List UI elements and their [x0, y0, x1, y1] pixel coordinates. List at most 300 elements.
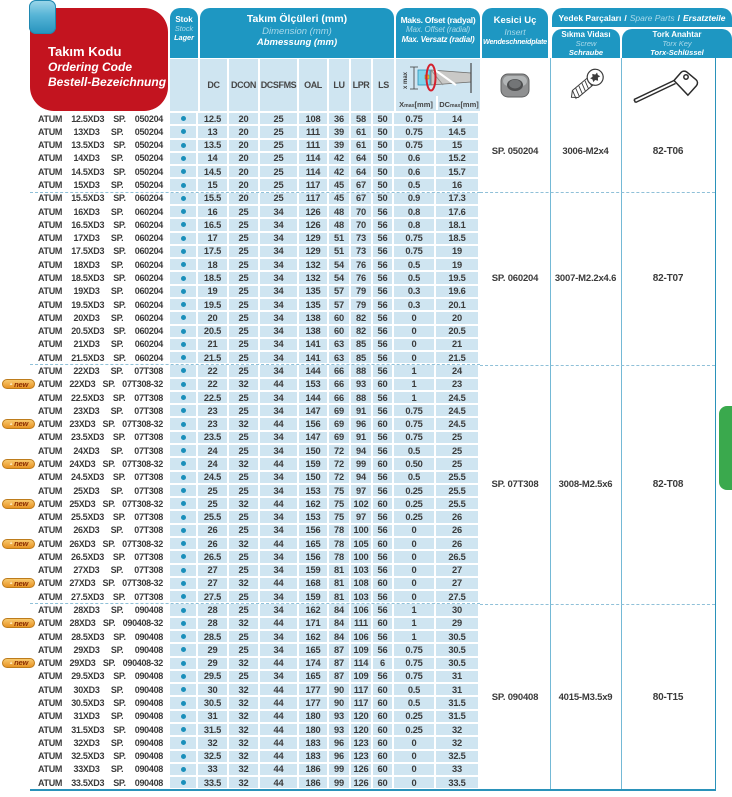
value-cell: 29	[198, 658, 229, 670]
product-code: ATUM 30.5XD3 SP. 090408	[30, 697, 170, 709]
ordering-code-title-de: Bestell-Bezeichnung	[48, 74, 167, 89]
product-code: ATUM 21.5XD3 SP. 060204	[30, 352, 170, 364]
stock-indicator-dot	[181, 329, 186, 334]
value-cell: 22.5	[198, 392, 229, 404]
value-cell: 156	[299, 551, 329, 563]
value-cell: 25	[229, 551, 260, 563]
value-cell: 0.3	[394, 299, 436, 311]
value-cell: 26	[198, 538, 229, 550]
value-cell: 120	[351, 724, 373, 736]
value-cell: 56	[373, 299, 394, 311]
value-cell: 32	[198, 737, 229, 749]
value-cell: 32	[229, 418, 260, 430]
table-row	[30, 311, 480, 324]
table-row	[30, 192, 480, 205]
value-cell: 156	[299, 525, 329, 537]
value-cell: 63	[329, 352, 351, 364]
value-cell: 75	[329, 498, 351, 510]
stock-cell	[170, 126, 198, 138]
value-cell: 0.6	[394, 166, 436, 178]
value-cell: 60	[373, 618, 394, 630]
torx-key-icon	[621, 58, 715, 112]
value-cell: 109	[351, 671, 373, 683]
stock-cell	[170, 206, 198, 218]
value-cell: 0	[394, 551, 436, 563]
value-cell: 31	[436, 684, 480, 696]
value-cell: 44	[260, 751, 299, 763]
column-header-dcsfms: DCSFMS	[260, 59, 299, 111]
product-code: ATUM 22XD3 SP. 07T308	[30, 365, 170, 377]
value-cell: 0.8	[394, 219, 436, 231]
value-cell: 21.5	[436, 352, 480, 364]
value-cell: 56	[373, 511, 394, 523]
stock-cell	[170, 246, 198, 258]
product-code: ATUM 19XD3 SP. 060204	[30, 286, 170, 298]
value-cell: 144	[299, 392, 329, 404]
stock-cell	[170, 286, 198, 298]
value-cell: 82	[351, 312, 373, 324]
dimension-column-headers	[200, 59, 394, 111]
torx-key-code: 82-T08	[652, 479, 684, 491]
table-row	[30, 431, 480, 444]
value-cell: 0.75	[394, 233, 436, 245]
value-cell: 108	[299, 113, 329, 125]
value-cell: 60	[329, 326, 351, 338]
value-cell: 48	[329, 219, 351, 231]
ordering-code-title-tr: Takım Kodu	[48, 44, 122, 59]
xmax-column-label: X $_{max}$ [mm]	[396, 96, 438, 110]
value-cell: 34	[260, 272, 299, 284]
value-cell: 25	[229, 631, 260, 643]
value-cell: 50	[373, 126, 394, 138]
torx-key-code: 82-T07	[652, 273, 684, 285]
screw-label-tr: Sıkma Vidası	[561, 30, 611, 39]
value-cell: 0.75	[394, 418, 436, 430]
stock-indicator-dot	[181, 289, 186, 294]
value-cell: 44	[260, 578, 299, 590]
value-cell: 34	[260, 432, 299, 444]
table-row	[8, 657, 480, 670]
value-cell: 72	[329, 472, 351, 484]
new-badge: ▲ new	[2, 379, 35, 389]
value-cell: 85	[351, 339, 373, 351]
value-cell: 44	[260, 418, 299, 430]
product-code: ▲ new ATUM 27XD3 SP. 07T308-32	[30, 578, 170, 590]
insert-icon	[480, 58, 550, 112]
value-cell: 25	[260, 140, 299, 152]
value-cell: 34	[260, 445, 299, 457]
stock-cell	[170, 671, 198, 683]
value-cell: 141	[299, 339, 329, 351]
value-cell: 186	[299, 764, 329, 776]
value-cell: 33.5	[198, 777, 229, 789]
stock-cell	[170, 658, 198, 670]
value-cell: 56	[373, 485, 394, 497]
stock-indicator-dot	[181, 315, 186, 320]
table-row	[30, 670, 480, 683]
product-code: ATUM 13.5XD3 SP. 050204	[30, 140, 170, 152]
value-cell: 56	[373, 671, 394, 683]
value-cell: 0.9	[394, 193, 436, 205]
new-badge: ▲ new	[2, 499, 35, 509]
table-row	[8, 577, 480, 590]
value-cell: 44	[260, 737, 299, 749]
value-cell: 29	[198, 644, 229, 656]
spare-label-de: Ersatzteile	[682, 12, 726, 23]
value-cell: 56	[373, 219, 394, 231]
value-cell: 20	[229, 140, 260, 152]
offset-label-de: Max. Versatz (radial)	[401, 35, 475, 44]
stock-cell	[170, 472, 198, 484]
stock-indicator-dot	[181, 183, 186, 188]
spare-parts-band: Yedek Parçaları / Spare Parts / Ersatzteile	[552, 8, 732, 27]
value-cell: 32	[229, 658, 260, 670]
value-cell: 26	[436, 538, 480, 550]
stock-indicator-dot	[181, 634, 186, 639]
value-cell: 32	[229, 498, 260, 510]
stock-indicator-dot	[181, 408, 186, 413]
value-cell: 25	[229, 591, 260, 603]
value-cell: 135	[299, 299, 329, 311]
offset-label-tr: Maks. Ofset (radyal)	[400, 15, 476, 25]
value-cell: 67	[351, 193, 373, 205]
value-cell: 26.5	[436, 551, 480, 563]
value-cell: 20	[198, 312, 229, 324]
screw-header	[552, 29, 620, 58]
value-cell: 63	[329, 339, 351, 351]
value-cell: 56	[373, 644, 394, 656]
value-cell: 0.75	[394, 671, 436, 683]
product-code: ATUM 16.5XD3 SP. 060204	[30, 219, 170, 231]
value-cell: 94	[351, 445, 373, 457]
value-cell: 0.75	[394, 432, 436, 444]
value-cell: 6	[373, 658, 394, 670]
value-cell: 117	[299, 179, 329, 191]
stock-indicator-dot	[181, 687, 186, 692]
stock-cell	[170, 219, 198, 231]
value-cell: 18	[198, 259, 229, 271]
stock-cell	[170, 538, 198, 550]
value-cell: 57	[329, 299, 351, 311]
value-cell: 25	[229, 299, 260, 311]
value-cell: 32	[436, 737, 480, 749]
product-code: ATUM 31XD3 SP. 090408	[30, 711, 170, 723]
column-header-ls: LS	[378, 80, 389, 90]
stock-indicator-dot	[181, 568, 186, 573]
value-cell: 111	[299, 140, 329, 152]
value-cell: 27.5	[436, 591, 480, 603]
value-cell: 0.25	[394, 511, 436, 523]
value-cell: 27	[436, 578, 480, 590]
value-cell: 165	[299, 538, 329, 550]
value-cell: 0.50	[394, 458, 436, 470]
stock-indicator-dot	[181, 594, 186, 599]
value-cell: 34	[260, 246, 299, 258]
ordering-code-title-en: Ordering Code	[48, 60, 133, 74]
value-cell: 44	[260, 711, 299, 723]
value-cell: 25	[198, 498, 229, 510]
value-cell: 25	[229, 339, 260, 351]
stock-cell	[170, 259, 198, 271]
value-cell: 1	[394, 379, 436, 391]
value-cell: 34	[260, 312, 299, 324]
product-table-rows	[8, 112, 480, 790]
value-cell: 0.5	[394, 697, 436, 709]
value-cell: 31.5	[436, 711, 480, 723]
stock-cell	[170, 365, 198, 377]
value-cell: 126	[299, 219, 329, 231]
stock-cell	[170, 272, 198, 284]
stock-cell	[170, 405, 198, 417]
table-row	[30, 271, 480, 284]
value-cell: 42	[329, 166, 351, 178]
value-cell: 25	[229, 365, 260, 377]
value-cell: 165	[299, 644, 329, 656]
value-cell: 81	[329, 565, 351, 577]
table-row	[30, 630, 480, 643]
value-cell: 28	[198, 618, 229, 630]
value-cell: 23	[198, 418, 229, 430]
value-cell: 30	[436, 604, 480, 616]
value-cell: 96	[351, 418, 373, 430]
value-cell: 32	[436, 724, 480, 736]
value-cell: 60	[329, 312, 351, 324]
value-cell: 22	[198, 379, 229, 391]
stock-indicator-dot	[181, 448, 186, 453]
value-cell: 34	[260, 631, 299, 643]
stock-indicator-dot	[181, 368, 186, 373]
value-cell: 21	[198, 339, 229, 351]
stock-indicator-dot	[181, 276, 186, 281]
value-cell: 84	[329, 631, 351, 643]
screw-code: 3007-M2.2x4.6	[554, 273, 617, 285]
table-row	[30, 205, 480, 218]
product-code: ATUM 18XD3 SP. 060204	[30, 259, 170, 271]
stock-indicator-dot	[181, 342, 186, 347]
value-cell: 0	[394, 525, 436, 537]
value-cell: 82	[351, 326, 373, 338]
stock-indicator-dot	[181, 249, 186, 254]
product-code: ATUM 20XD3 SP. 060204	[30, 312, 170, 324]
table-row	[30, 152, 480, 165]
value-cell: 0	[394, 352, 436, 364]
value-cell: 60	[373, 751, 394, 763]
value-cell: 20.5	[436, 326, 480, 338]
value-cell: 0.25	[394, 724, 436, 736]
product-code: ATUM 13XD3 SP. 050204	[30, 126, 170, 138]
stock-indicator-dot	[181, 156, 186, 161]
stock-indicator-dot	[181, 116, 186, 121]
value-cell: 20	[229, 113, 260, 125]
value-cell: 25	[229, 286, 260, 298]
value-cell: 20	[229, 193, 260, 205]
value-cell: 24	[198, 458, 229, 470]
stock-cell	[170, 179, 198, 191]
value-cell: 25	[229, 511, 260, 523]
value-cell: 45	[329, 193, 351, 205]
value-cell: 23	[436, 379, 480, 391]
value-cell: 126	[351, 764, 373, 776]
value-cell: 93	[329, 711, 351, 723]
value-cell: 21.5	[198, 352, 229, 364]
product-code: ATUM 32.5XD3 SP. 090408	[30, 751, 170, 763]
product-code: ATUM 24XD3 SP. 07T308	[30, 445, 170, 457]
value-cell: 16	[198, 206, 229, 218]
value-cell: 78	[329, 538, 351, 550]
product-code: ATUM 15.5XD3 SP. 060204	[30, 193, 170, 205]
value-cell: 39	[329, 140, 351, 152]
value-cell: 42	[329, 153, 351, 165]
value-cell: 27	[198, 565, 229, 577]
value-cell: 0	[394, 339, 436, 351]
value-cell: 29	[436, 618, 480, 630]
value-cell: 91	[351, 405, 373, 417]
value-cell: 44	[260, 777, 299, 789]
value-cell: 126	[351, 777, 373, 789]
value-cell: 25	[436, 445, 480, 457]
value-cell: 0.25	[394, 711, 436, 723]
table-bottom-border	[30, 789, 716, 791]
table-row	[8, 378, 480, 391]
value-cell: 32	[229, 777, 260, 789]
stock-indicator-dot	[181, 488, 186, 493]
value-cell: 31.5	[436, 697, 480, 709]
value-cell: 20	[229, 166, 260, 178]
table-row	[30, 404, 480, 417]
table-row	[30, 723, 480, 736]
value-cell: 0	[394, 751, 436, 763]
stock-indicator-dot	[181, 647, 186, 652]
product-code: ATUM 22.5XD3 SP. 07T308	[30, 392, 170, 404]
spare-group-cells	[480, 112, 715, 790]
table-row	[30, 338, 480, 351]
value-cell: 81	[329, 578, 351, 590]
value-cell: 132	[299, 259, 329, 271]
value-cell: 44	[260, 724, 299, 736]
stock-cell	[170, 751, 198, 763]
torx-label-tr: Tork Anahtar	[652, 30, 702, 39]
value-cell: 32	[229, 764, 260, 776]
value-cell: 109	[351, 644, 373, 656]
value-cell: 25.5	[436, 472, 480, 484]
stock-header	[170, 8, 198, 58]
table-row	[30, 776, 480, 789]
product-code: ATUM 29XD3 SP. 090408	[30, 644, 170, 656]
stock-indicator-dot	[181, 767, 186, 772]
stock-cell	[170, 458, 198, 470]
value-cell: 14.5	[198, 166, 229, 178]
column-header-dc: DC	[200, 59, 229, 111]
value-cell: 144	[299, 365, 329, 377]
screw-label-en: Screw	[575, 38, 597, 48]
value-cell: 0.75	[394, 405, 436, 417]
value-cell: 25	[229, 219, 260, 231]
stock-label-tr: Stok	[175, 15, 193, 24]
table-row	[30, 444, 480, 457]
value-cell: 61	[351, 126, 373, 138]
value-cell: 79	[351, 299, 373, 311]
value-cell: 0	[394, 737, 436, 749]
value-cell: 25	[260, 179, 299, 191]
product-code: ATUM 23XD3 SP. 07T308	[30, 405, 170, 417]
value-cell: 17.6	[436, 206, 480, 218]
value-cell: 56	[373, 206, 394, 218]
value-cell: 44	[260, 498, 299, 510]
value-cell: 73	[351, 246, 373, 258]
value-cell: 106	[351, 631, 373, 643]
value-cell: 31.5	[198, 724, 229, 736]
value-cell: 64	[351, 153, 373, 165]
stock-subheader-area	[170, 59, 198, 111]
stock-indicator-dot	[181, 236, 186, 241]
value-cell: 25	[229, 525, 260, 537]
value-cell: 30.5	[436, 631, 480, 643]
dims-label-en: Dimension (mm)	[262, 25, 332, 37]
value-cell: 20.1	[436, 299, 480, 311]
value-cell: 165	[299, 671, 329, 683]
value-cell: 114	[299, 166, 329, 178]
stock-cell	[170, 153, 198, 165]
stock-indicator-dot	[181, 222, 186, 227]
value-cell: 183	[299, 751, 329, 763]
value-cell: 25	[260, 193, 299, 205]
value-cell: 54	[329, 272, 351, 284]
value-cell: 106	[351, 604, 373, 616]
value-cell: 17.5	[198, 246, 229, 258]
value-cell: 30.5	[436, 658, 480, 670]
value-cell: 32	[229, 538, 260, 550]
table-row	[30, 510, 480, 523]
torx-label-de: Torx-Schlüssel	[650, 47, 704, 57]
value-cell: 132	[299, 272, 329, 284]
stock-indicator-dot	[181, 740, 186, 745]
value-cell: 34	[260, 671, 299, 683]
value-cell: 1	[394, 365, 436, 377]
value-cell: 100	[351, 525, 373, 537]
value-cell: 34	[260, 352, 299, 364]
stock-indicator-dot	[181, 395, 186, 400]
value-cell: 56	[373, 233, 394, 245]
table-row	[30, 471, 480, 484]
value-cell: 66	[329, 392, 351, 404]
offset-label-en: Max. Offset (radial)	[405, 25, 471, 34]
value-cell: 15.5	[198, 193, 229, 205]
table-row	[30, 736, 480, 749]
table-row	[30, 750, 480, 763]
table-row	[30, 763, 480, 776]
product-code: ▲ new ATUM 22XD3 SP. 07T308-32	[30, 379, 170, 391]
table-row	[30, 245, 480, 258]
value-cell: 21	[436, 339, 480, 351]
product-code: ATUM 18.5XD3 SP. 060204	[30, 272, 170, 284]
stock-indicator-dot	[181, 780, 186, 785]
value-cell: 87	[329, 658, 351, 670]
value-cell: 34	[260, 591, 299, 603]
table-row	[30, 232, 480, 245]
value-cell: 32	[229, 697, 260, 709]
value-cell: 111	[299, 126, 329, 138]
value-cell: 177	[299, 684, 329, 696]
product-code: ▲ new ATUM 28XD3 SP. 090408-32	[30, 618, 170, 630]
value-cell: 56	[373, 445, 394, 457]
value-cell: 57	[329, 286, 351, 298]
stock-indicator-dot	[181, 262, 186, 267]
value-cell: 0	[394, 326, 436, 338]
torx-label-en: Torx Key	[662, 38, 692, 48]
product-code: ATUM 30XD3 SP. 090408	[30, 684, 170, 696]
stock-indicator-dot	[181, 621, 186, 626]
stock-cell	[170, 498, 198, 510]
